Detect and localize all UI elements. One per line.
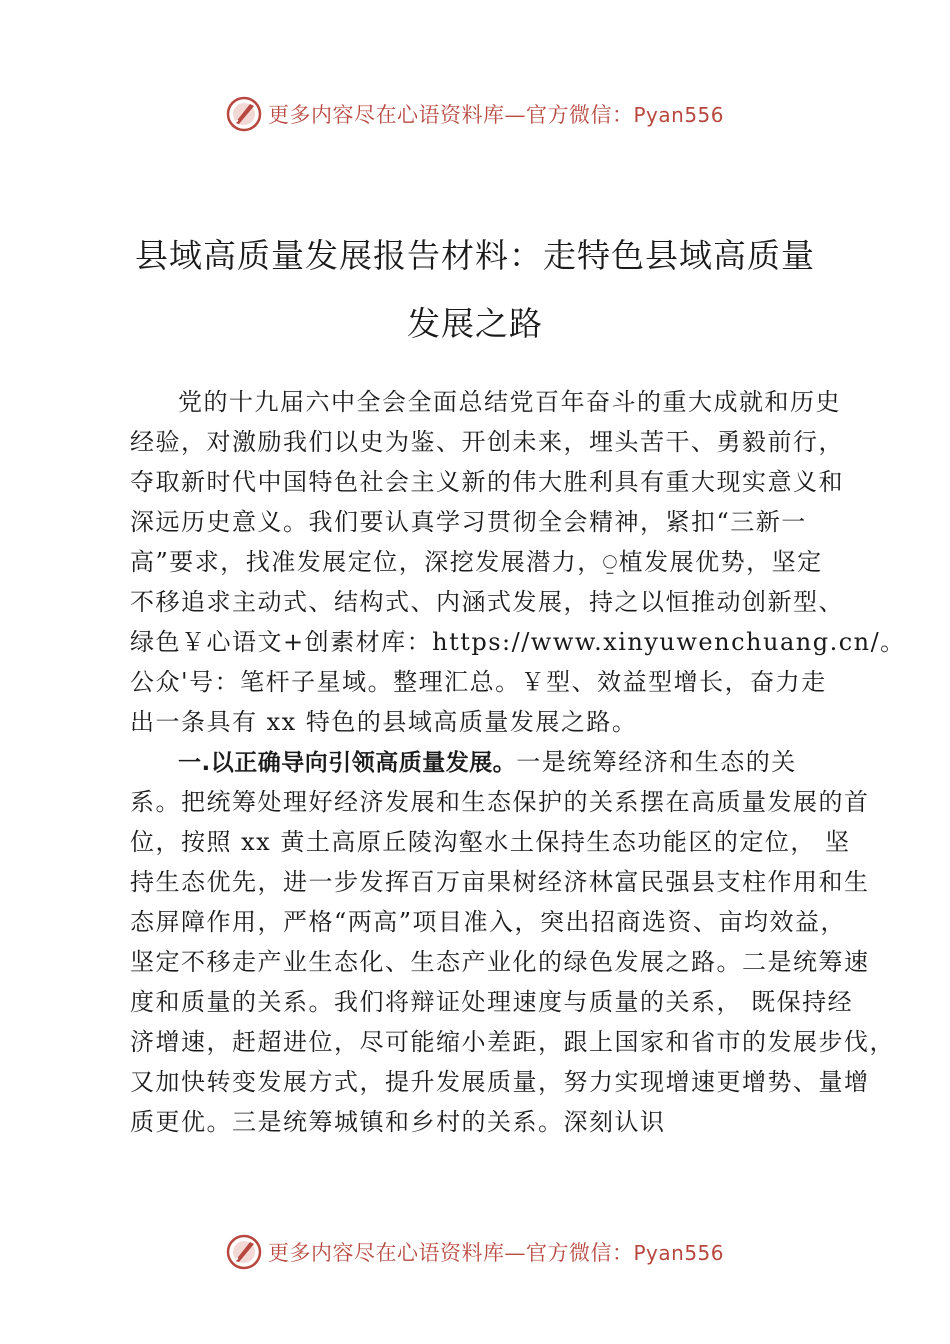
text-line xyxy=(130,742,860,782)
header-banner xyxy=(0,92,950,136)
text-line: 持生态优先，进一步发挥百万亩果树经济林富民强县支柱作用和生 xyxy=(130,868,870,896)
text-line: 质更优。三是统筹城镇和乡村的关系。深刻认识 xyxy=(130,1108,666,1136)
text-line: 不移追求主动式、结构式、内涵式发展，持之以恒推动创新型、 xyxy=(130,588,844,616)
text-line: 深远历史意义。我们要认真学习贯彻全会精神，紧扣“三新一 xyxy=(130,508,807,536)
title-line-1: 县域高质量发展报告材料：走特色县域高质量 xyxy=(135,236,815,275)
paragraph-2 xyxy=(130,742,895,1142)
text-line: 坚定不移走产业生态化、生态产业化的绿色发展之路。二是统筹速 xyxy=(130,948,870,976)
title-line-2: 发展之路 xyxy=(407,304,543,343)
text-line: 济增速，赶超进位，尽可能缩小差距，跟上国家和省市的发展步伐， xyxy=(130,1028,895,1056)
text-line: 态屏障作用，严格“两高”项目准入，突出招商选资、亩均效益， xyxy=(130,908,847,936)
wechat-id: Pyan556 xyxy=(633,103,724,127)
text-line: 位，按照 xx 黄土高原丘陵沟壑水土保持生态功能区的定位， 坚 xyxy=(130,828,851,856)
text-line: 出一条具有 xx 特色的县域高质量发展之路。 xyxy=(130,708,638,736)
text-segment: 一是统筹经济和生态的关 xyxy=(516,748,797,776)
text-line: 系。把统筹处理好经济发展和生态保护的关系摆在高质量发展的首 xyxy=(130,788,870,816)
document-title xyxy=(60,222,890,358)
text-line: 又加快转变发展方式，提升发展质量，努力实现增速更增势、量增 xyxy=(130,1068,870,1096)
quill-pen-logo-icon xyxy=(226,96,262,132)
text-line: 绿色￥心语文+创素材库：https://www.xinyuwenchuang.cn/。 xyxy=(130,628,906,656)
section-heading: 一.以正确导向引领高质量发展。 xyxy=(178,750,517,776)
paragraph-1 xyxy=(130,382,906,742)
text-line: 经验，对激励我们以史为鉴、开创未来，埋头苦干、勇毅前行， xyxy=(130,428,844,456)
banner-label: 更多内容尽在心语资料库—官方微信： xyxy=(267,103,634,127)
document-body xyxy=(130,382,906,1142)
quill-pen-logo-icon xyxy=(226,1234,262,1270)
text-line: 公众'号：笔杆子星域。整理汇总。￥型、效益型增长，奋力走 xyxy=(130,668,827,696)
text-line: 党的十九届六中全会全面总结党百年奋斗的重大成就和历史 xyxy=(178,388,841,416)
text-line: 高”要求，找准发展定位，深挖发展潜力，⍜植发展优势，坚定 xyxy=(130,548,823,576)
banner-text xyxy=(268,1237,724,1267)
footer-banner xyxy=(0,1230,950,1274)
banner-text xyxy=(268,99,724,129)
text-line: 度和质量的关系。我们将辩证处理速度与质量的关系， 既保持经 xyxy=(130,988,854,1016)
banner-label: 更多内容尽在心语资料库—官方微信： xyxy=(267,1241,634,1265)
wechat-id: Pyan556 xyxy=(633,1241,724,1265)
text-line: 夺取新时代中国特色社会主义新的伟大胜利具有重大现实意义和 xyxy=(130,468,844,496)
